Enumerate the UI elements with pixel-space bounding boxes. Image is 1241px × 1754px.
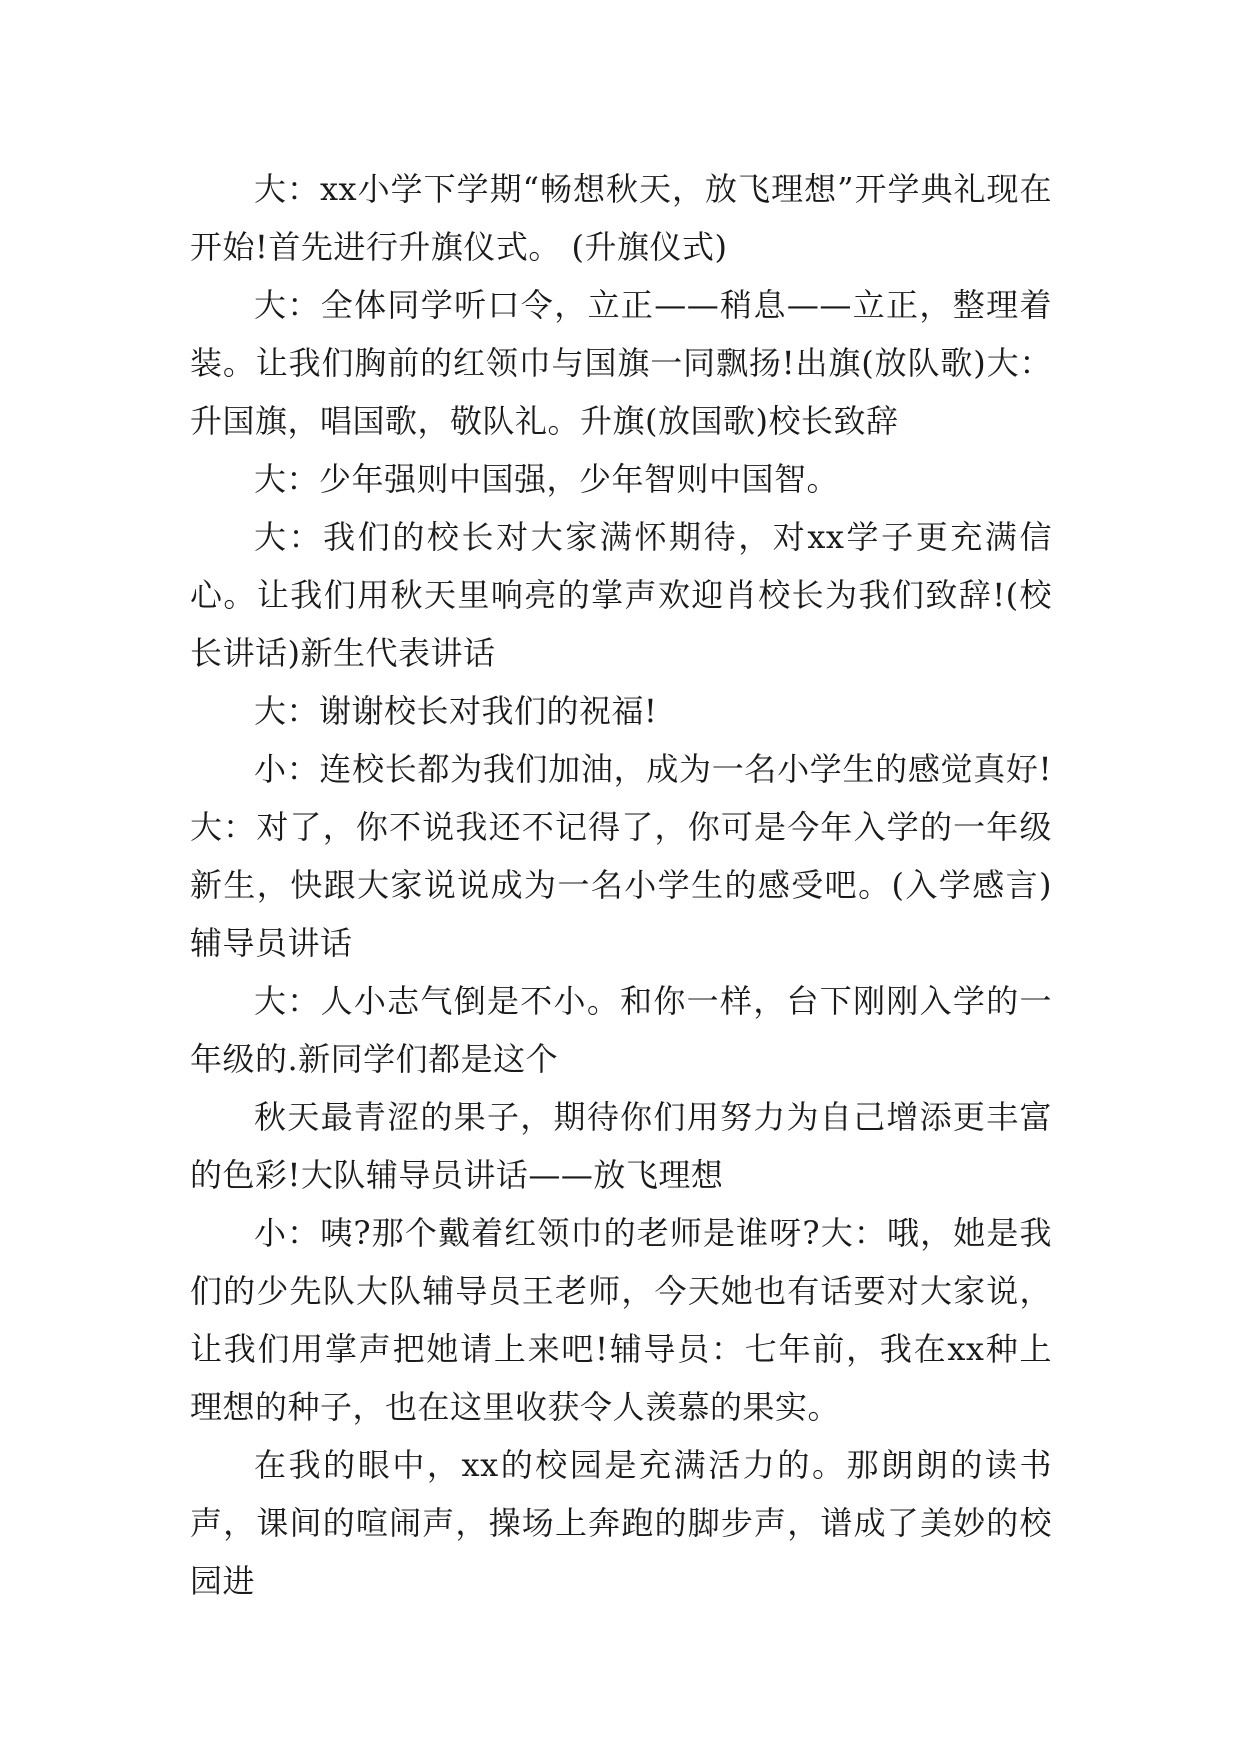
paragraph-7: 大：人小志气倒是不小。和你一样，台下刚刚入学的一年级的.新同学们都是这个 bbox=[190, 982, 1052, 1078]
paragraph-6: 小：连校长都为我们加油，成为一名小学生的感觉真好!大：对了，你不说我还不记得了，你可是今年入学的一年级新生，快跟大家说说成为一名小学生的感受吧。(入学感言)辅导员讲话 bbox=[190, 750, 1052, 962]
paragraph-1: 大：xx小学下学期“畅想秋天，放飞理想”开学典礼现在开始!首先进行升旗仪式。 (升旗仪式) bbox=[190, 170, 1052, 266]
paragraph-2: 大：全体同学听口令，立正——稍息——立正，整理着装。让我们胸前的红领巾与国旗一同飘扬!出旗(放队歌)大：升国旗，唱国歌，敬队礼。升旗(放国歌)校长致辞 bbox=[190, 286, 1052, 440]
document-body bbox=[190, 160, 1052, 1610]
paragraph-5: 大：谢谢校长对我们的祝福! bbox=[254, 692, 658, 730]
paragraph-10: 在我的眼中，xx的校园是充满活力的。那朗朗的读书声，课间的喧闹声，操场上奔跑的脚步声，谱成了美妙的校园进 bbox=[190, 1446, 1052, 1600]
paragraph-3: 大：少年强则中国强，少年智则中国智。 bbox=[254, 460, 840, 498]
paragraph-4: 大：我们的校长对大家满怀期待，对xx学子更充满信心。让我们用秋天里响亮的掌声欢迎肖校长为我们致辞!(校长讲话)新生代表讲话 bbox=[190, 518, 1052, 672]
paragraph-8: 秋天最青涩的果子，期待你们用努力为自己增添更丰富的色彩!大队辅导员讲话——放飞理想 bbox=[190, 1098, 1052, 1194]
paragraph-9: 小：咦?那个戴着红领巾的老师是谁呀?大：哦，她是我们的少先队大队辅导员王老师，今天她也有话要对大家说，让我们用掌声把她请上来吧!辅导员：七年前，我在xx种上理想的种子，也在这里收获令人羡慕的果实。 bbox=[190, 1214, 1052, 1426]
